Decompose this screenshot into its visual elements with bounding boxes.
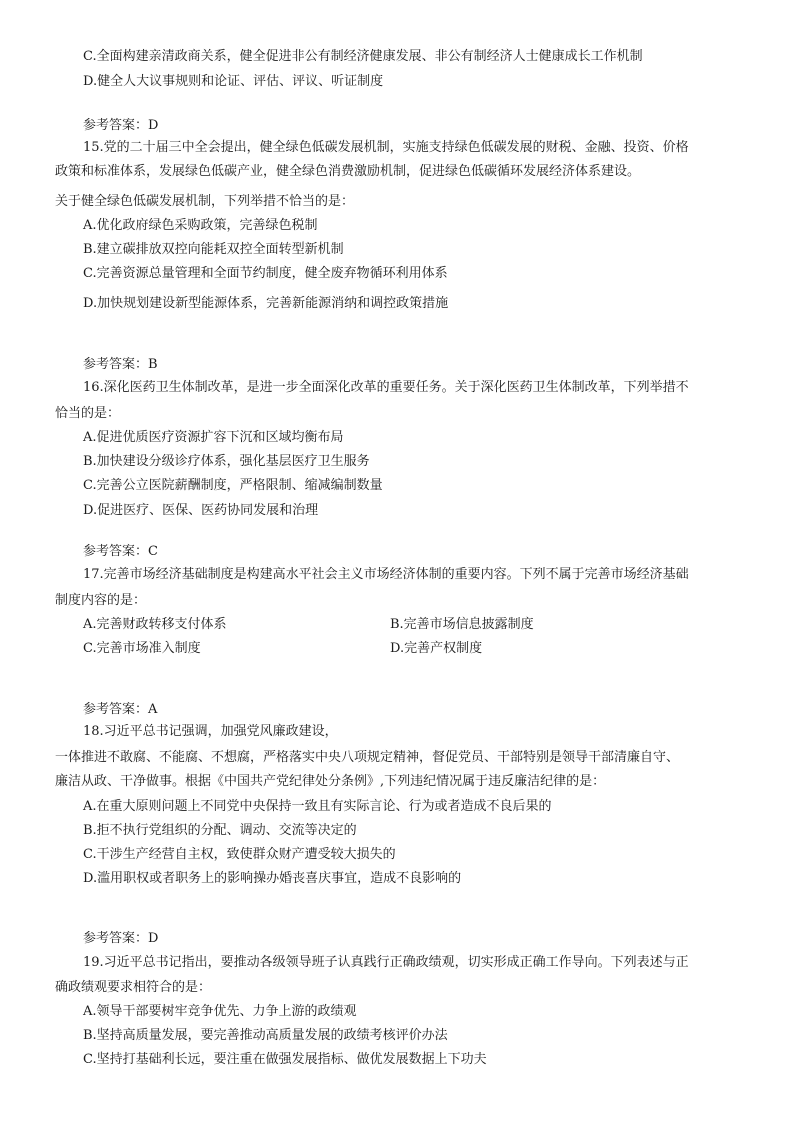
answer-18: 参考答案：D: [83, 931, 159, 946]
q15-option-a: A.优化政府绿色采购政策，完善绿色税制: [83, 218, 318, 233]
answer-17: 参考答案：A: [83, 702, 158, 717]
q18-stem-line3: 廉洁从政、干净做事。根据《中国共产党纪律处分条例》,下列违纪情况属于违反廉洁纪律的是：: [55, 774, 606, 789]
q16-option-c: C.完善公立医院薪酬制度，严格限制、缩减编制数量: [83, 478, 383, 493]
q18-option-b: B.拒不执行党组织的分配、调动、交流等决定的: [83, 823, 357, 838]
q15-option-d: D.加快规划建设新型能源体系，完善新能源消纳和调控政策措施: [83, 296, 449, 311]
q17-stem-line1: 17.完善市场经济基础制度是构建高水平社会主义市场经济体制的重要内容。下列不属于完善市场经济基础: [83, 567, 689, 582]
q16-option-d: D.促进医疗、医保、医药协同发展和治理: [83, 503, 319, 518]
q19-option-c: C.坚持打基础利长远，要注重在做强发展指标、做优发展数据上下功夫: [83, 1052, 487, 1067]
q19-stem-line1: 19.习近平总书记指出，要推动各级领导班子认真践行正确政绩观，切实形成正确工作导向。下列表述与正: [83, 955, 689, 970]
q15-option-c: C.完善资源总量管理和全面节约制度，健全废弃物循环利用体系: [83, 266, 448, 281]
answer-16: 参考答案：C: [83, 544, 158, 559]
q15-stem-line3: 关于健全绿色低碳发展机制，下列举措不恰当的是：: [55, 194, 355, 209]
q16-option-a: A.促进优质医疗资源扩容下沉和区域均衡布局: [83, 430, 344, 445]
q18-stem-line2: 一体推进不敢腐、不能腐、不想腐，严格落实中央八项规定精神，督促党员、干部特别是领导干部清廉自守、: [55, 750, 680, 765]
q15-stem-line2: 政策和标准体系，发展绿色低碳产业，健全绿色消费激励机制，促进绿色低碳循环发展经济体系建设。: [55, 164, 641, 179]
q17-option-b: B.完善市场信息披露制度: [390, 617, 534, 632]
q15-stem-line1: 15.党的二十届三中全会提出，健全绿色低碳发展机制，实施支持绿色低碳发展的财税、金融、投资、价格: [83, 140, 689, 155]
q18-option-a: A.在重大原则问题上不同党中央保持一致且有实际言论、行为或者造成不良后果的: [83, 799, 552, 814]
q17-option-a: A.完善财政转移支付体系: [83, 617, 227, 632]
q14-option-d: D.健全人大议事规则和论证、评估、评议、听证制度: [83, 74, 384, 89]
answer-15: 参考答案：B: [83, 357, 158, 372]
q15-option-b: B.建立碳排放双控向能耗双控全面转型新机制: [83, 242, 344, 257]
q18-stem-line1: 18.习近平总书记强调，加强党风廉政建设，: [83, 724, 338, 739]
q17-option-c: C.完善市场准入制度: [83, 641, 201, 656]
q18-option-d: D.滥用职权或者职务上的影响操办婚丧喜庆事宜，造成不良影响的: [83, 871, 462, 886]
q14-option-c: C.全面构建亲清政商关系，健全促进非公有制经济健康发展、非公有制经济人士健康成长工作机制: [83, 49, 643, 64]
q16-option-b: B.加快建设分级诊疗体系，强化基层医疗卫生服务: [83, 454, 370, 469]
q19-stem-line2: 确政绩观要求相符合的是：: [55, 980, 212, 995]
answer-14: 参考答案：D: [83, 118, 159, 133]
q18-option-c: C.干涉生产经营自主权，致使群众财产遭受较大损失的: [83, 847, 396, 862]
q16-stem-line2: 恰当的是：: [55, 406, 121, 421]
q17-option-d: D.完善产权制度: [390, 641, 483, 656]
q19-option-b: B.坚持高质量发展，要完善推动高质量发展的政绩考核评价办法: [83, 1028, 448, 1043]
q17-stem-line2: 制度内容的是：: [55, 593, 147, 608]
q16-stem-line1: 16.深化医药卫生体制改革，是进一步全面深化改革的重要任务。关于深化医药卫生体制改革，下列举措不: [83, 380, 689, 395]
q19-option-a: A.领导干部要树牢竞争优先、力争上游的政绩观: [83, 1004, 357, 1019]
